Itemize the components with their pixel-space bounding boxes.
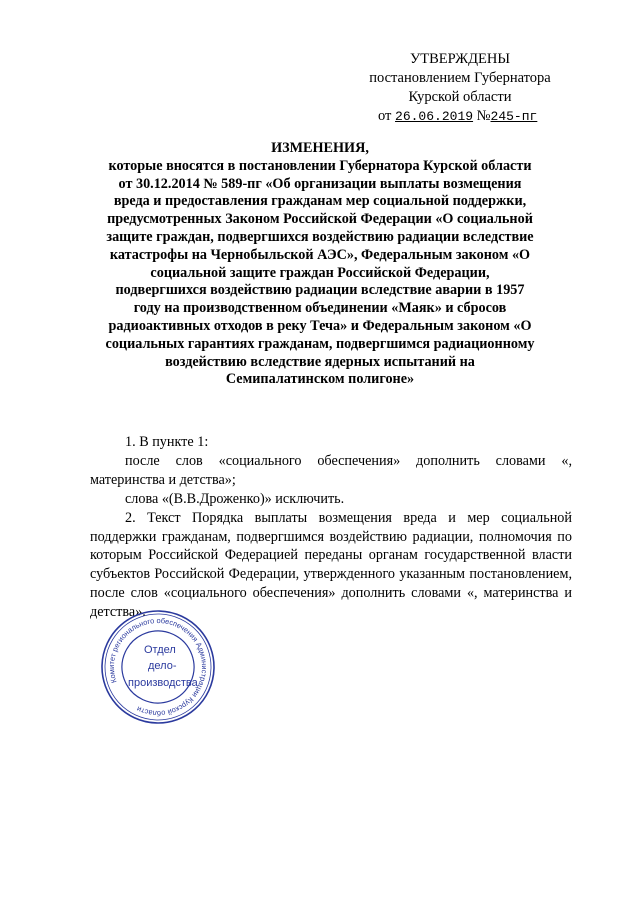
document-title: ИЗМЕНЕНИЯ, bbox=[271, 140, 369, 156]
document-body bbox=[90, 433, 572, 622]
paragraph-1: 1. В пункте 1: bbox=[125, 434, 209, 450]
stamp-center-line2: дело- bbox=[148, 660, 177, 672]
document-heading bbox=[105, 140, 535, 389]
office-stamp bbox=[98, 607, 218, 727]
number-sign: № bbox=[476, 108, 491, 124]
approval-by: постановлением Губернатора bbox=[369, 70, 551, 86]
paragraph-2: после слов «социального обеспечения» дополнить словами «, материнства и детства»; bbox=[90, 452, 572, 488]
stamp-center-line1: Отдел bbox=[144, 644, 176, 656]
stamp-center-line3: производства bbox=[128, 677, 198, 689]
approval-title: УТВЕРЖДЕНЫ bbox=[409, 51, 511, 67]
paragraph-4: 2. Текст Порядка выплаты возмещения вреда и мер социальной поддержки гражданам, подвергшимся воздействию радиации, полномочия по которым Российской Федерацией переданы органам государственной власти субъектов Российской Федерации, утвержденного указанным постановлением, после слов «социального обеспечения» дополнить словами «, материнства и детства». bbox=[90, 509, 572, 621]
approval-date-line bbox=[360, 107, 560, 126]
stamp-ring-text: Комитет регионального обеспечения Администрации Курской области bbox=[106, 615, 210, 719]
document-subtitle: которые вносятся в постановлении Губернатора Курской области от 30.12.2014 № 589-пг «Об организации выплаты возмещения вреда и предоставления гражданам мер социальной поддержки, предусмотренных Законом Российской Федерации «О социальной защите граждан, подвергшихся воздействию радиации вследствие катастрофы на Чернобыльской АЭС», Федеральным законом «О социальной защите граждан Российской Федерации, подвергшихся воздействию радиации вследствие аварии в 1957 году на производственном объединении «Маяк» и сбросов радиоактивных отходов в реку Теча» и Федеральным законом «О социальных гарантиях гражданам, подвергшимся радиационному воздействию вследствие ядерных испытаний на Семипалатинском полигоне» bbox=[105, 157, 535, 388]
approval-region: Курской области bbox=[408, 89, 512, 105]
paragraph-3: слова «(В.В.Дроженко)» исключить. bbox=[125, 490, 345, 507]
stamp-seal bbox=[98, 607, 218, 727]
approval-date: 26.06.2019 bbox=[395, 109, 474, 124]
date-prefix: от bbox=[378, 108, 392, 124]
approval-number: 245-пг bbox=[490, 109, 538, 124]
approval-block bbox=[360, 50, 560, 126]
